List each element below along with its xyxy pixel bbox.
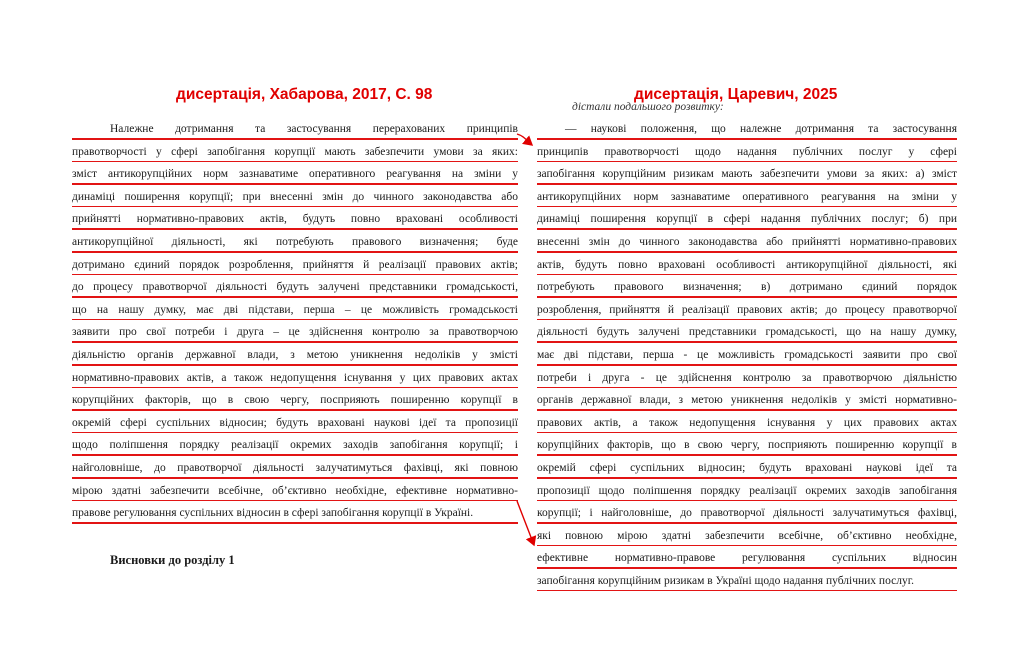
right-text-line: окремій сфері суспільних відносин; будуть враховані наукові ідеї та — [537, 457, 957, 480]
right-text-line: запобігання корупційним ризикам мають забезпечити умови за яких: а) зміст — [537, 163, 957, 186]
left-text-line: до процесу правотворчої діяльності будуть залучені представники громадськості, — [72, 276, 518, 299]
right-text-line: ефективне нормативно-правове регулювання суспільних відносин — [537, 547, 957, 570]
right-text-line: які повною мірою здатні забезпечити всебічне, об’єктивно необхідне, — [537, 525, 957, 548]
right-previous-line: дістали подальшого розвитку: — [572, 101, 724, 113]
right-text-line: динаміці поширення корупції в сфері надання публічних послуг; б) при — [537, 208, 957, 231]
right-source-heading: дисертація, Царевич, 2025 — [634, 86, 838, 103]
right-text-line: запобігання корупційним ризикам в Україні щодо надання публічних послуг. — [537, 570, 957, 593]
right-text-line: потреби і друга - це здійснення контролю за правотворчою діяльністю — [537, 367, 957, 390]
left-text-line: найголовніше, до правотворчої діяльності залучатимуться фахівці, які повною — [72, 457, 518, 480]
left-text-line: мірою здатні забезпечити всебічне, об’єктивно необхідне, ефективне нормативно- — [72, 480, 518, 503]
right-text-line: актів, будуть повно враховані особливості антикорупційної діяльності, які — [537, 254, 957, 277]
right-text-line: корупції; і найголовніше, до правотворчої діяльності залучатимуться фахівці, — [537, 502, 957, 525]
bottom-match-arrow — [517, 501, 534, 545]
right-text-line: розроблення, прийняття й реалізації правових актів; до процесу правотворчої — [537, 299, 957, 322]
left-source-heading: дисертація, Хабарова, 2017, С. 98 — [176, 86, 433, 103]
left-text-line: діяльністю органів державної влади, з метою уникнення недоліків у змісті — [72, 344, 518, 367]
left-text-line: правове регулювання суспільних відносин в сфері запобігання корупції в Україні. — [72, 502, 518, 525]
right-text-line: — наукові положення, що належне дотримання та застосування — [537, 118, 957, 141]
right-text-line: корупційних факторів, що в свою чергу, посприяють поширенню корупції в — [537, 434, 957, 457]
left-text-line: дотримано єдиний порядок розроблення, прийняття й реалізації правових актів; — [72, 254, 518, 277]
left-text-line: що на нашу думку, має дві підстави, перша – це можливість громадськості — [72, 299, 518, 322]
left-text-line: динаміці поширення корупції; при внесенні змін до чинного законодавства або — [72, 186, 518, 209]
left-text-line: Належне дотримання та застосування перерахованих принципів — [72, 118, 518, 141]
left-text-line: прийнятті нормативно-правових актів, будуть повно враховані особливості — [72, 208, 518, 231]
left-text-line: правотворчості у сфері запобігання корупції мають забезпечити умови за яких: — [72, 141, 518, 164]
left-text-line: зміст антикорупційних норм зазнаватиме оперативного реагування на зміни у — [72, 163, 518, 186]
right-text-line: правових актів, а також недопущення існування у цих правових актах — [537, 412, 957, 435]
right-text-line: принципів правотворчості щодо надання публічних послуг у сфері — [537, 141, 957, 164]
left-text-line: заявити про свої потреби і друга – це здійснення контролю за правотворчою — [72, 321, 518, 344]
top-match-arrow — [517, 134, 532, 145]
right-text-line: органів державної влади, з метою уникнення недоліків у змісті нормативно- — [537, 389, 957, 412]
left-text-line: щодо поліпшення порядку реалізації окремих заходів запобігання корупції; і — [72, 434, 518, 457]
right-text-line: антикорупційних норм зазнаватиме оперативного реагування на зміни у — [537, 186, 957, 209]
right-text-line: має дві підстави, перша - це можливість громадськості заявити про свої — [537, 344, 957, 367]
left-text-line: корупційних факторів, що в свою чергу, посприяють поширенню корупції в — [72, 389, 518, 412]
right-text-line: діяльності будуть залучені представники громадськості, що на нашу думку, — [537, 321, 957, 344]
left-text-line: нормативно-правових актів, а також недопущення існування у цих правових актах — [72, 367, 518, 390]
section-title: Висновки до розділу 1 — [110, 553, 235, 567]
right-text-line: пропозиції щодо поліпшення порядку реалізації окремих заходів запобігання — [537, 480, 957, 503]
right-text-line: потребують правового визначення; в) дотримано єдиний порядок — [537, 276, 957, 299]
right-text-line: внесенні змін до чинного законодавства або прийнятті нормативно-правових — [537, 231, 957, 254]
left-text-line: окремій сфері суспільних відносин; будуть враховані наукові ідеї та пропозиції — [72, 412, 518, 435]
left-text-line: антикорупційної діяльності, які потребують правового визначення; буде — [72, 231, 518, 254]
